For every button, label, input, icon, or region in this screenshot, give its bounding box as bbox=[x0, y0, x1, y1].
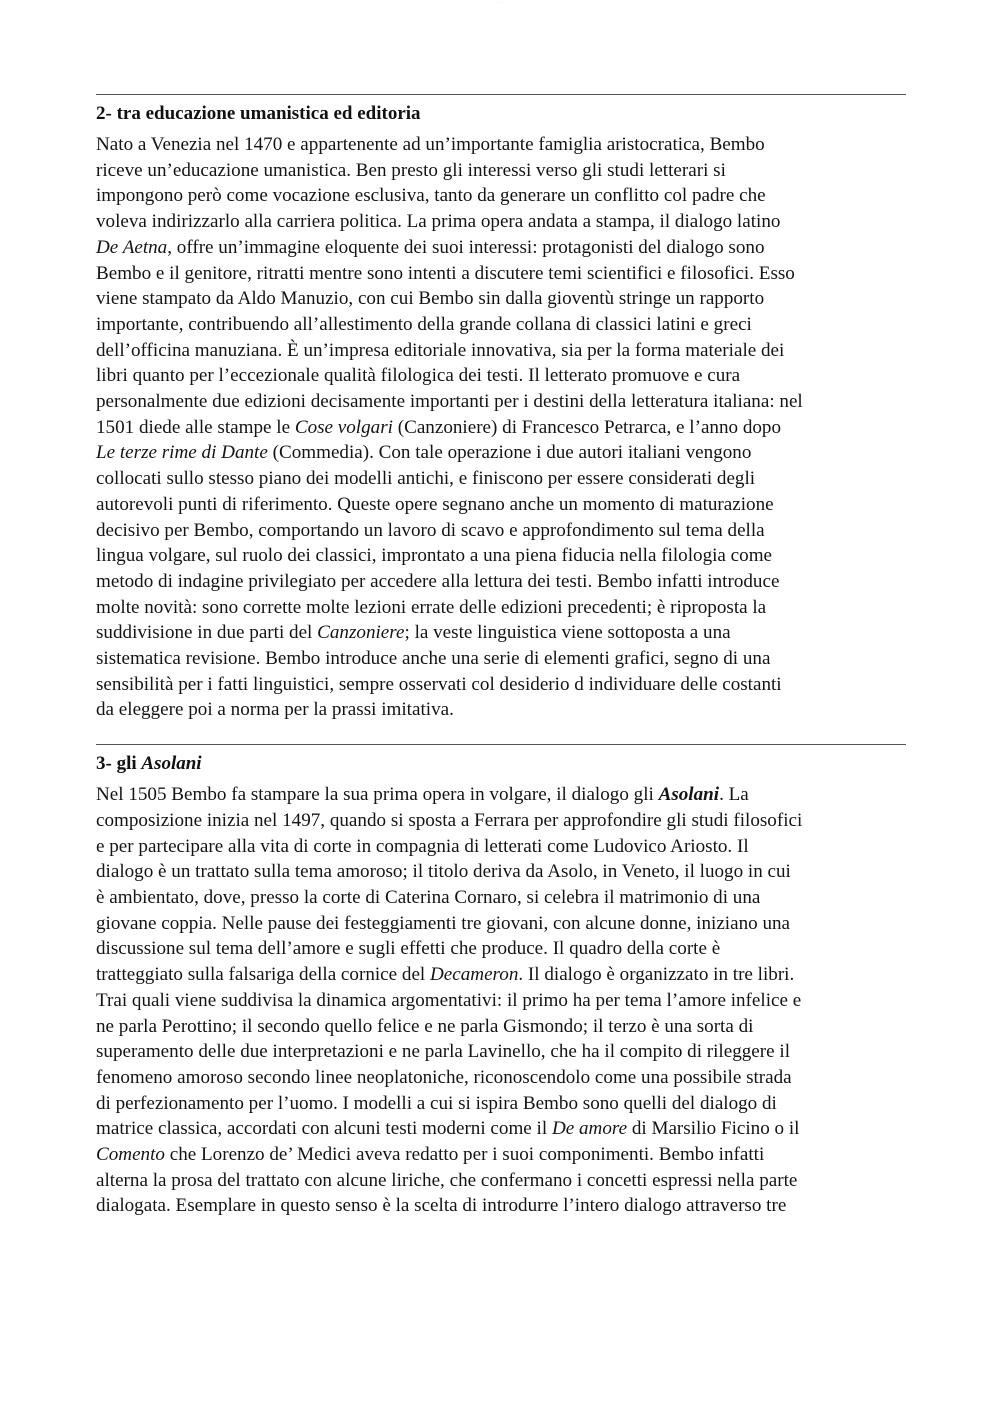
text-run: libri quanto per l’eccezionale qualità filologica dei testi. Il letterato promuove e cura bbox=[96, 365, 741, 387]
text-run: suddivisione in due parti del bbox=[96, 622, 318, 644]
text-run: dell’officina manuziana. È un’impresa editoriale innovativa, sia per la forma materiale dei bbox=[96, 339, 785, 361]
page-content bbox=[96, 94, 906, 1219]
text-run: decisivo per Bembo, comportando un lavoro di scavo e approfondimento sul tema della bbox=[96, 519, 765, 541]
text-run: Trai quali viene suddivisa la dinamica argomentativi: il primo ha per tema l’amore infelice e bbox=[96, 989, 802, 1011]
text-run: personalmente due edizioni decisamente importanti per i destini della letteratura italiana: nel bbox=[96, 391, 803, 413]
text-line bbox=[96, 834, 906, 860]
text-line bbox=[96, 885, 906, 911]
text-run: (Commedia). Con tale operazione i due autori italiani vengono bbox=[267, 442, 752, 464]
bold-italic-title: Asolani bbox=[658, 784, 720, 806]
text-line bbox=[96, 286, 906, 312]
text-line bbox=[96, 1091, 906, 1117]
section-divider bbox=[96, 744, 906, 745]
text-line bbox=[96, 389, 906, 415]
text-run: ne parla Perottino; il secondo quello felice e ne parla Gismondo; il terzo è una sorta di bbox=[96, 1015, 754, 1037]
text-line bbox=[96, 569, 906, 595]
text-run: lingua volgare, sul ruolo dei classici, improntato a una piena fiducia nella filologia come bbox=[96, 545, 773, 567]
text-run: superamento delle due interpretazioni e ne parla Lavinello, che ha il compito di rileggere il bbox=[96, 1041, 790, 1063]
text-line bbox=[96, 415, 906, 441]
text-run: ; la veste linguistica viene sottoposta a una bbox=[404, 622, 731, 644]
text-run: importante, contribuendo all’allestimento della grande collana di classici latini e greci bbox=[96, 313, 752, 335]
text-run: impongono però come vocazione esclusiva, tanto da generare un conflitto col padre che bbox=[96, 185, 766, 207]
text-run: tratteggiato sulla falsariga della cornice del bbox=[96, 964, 430, 986]
text-line bbox=[96, 132, 906, 158]
text-run: 1501 diede alle stampe le bbox=[96, 416, 295, 438]
text-run: riceve un’educazione umanistica. Ben presto gli interessi verso gli studi letterari si bbox=[96, 159, 726, 181]
text-line bbox=[96, 1065, 906, 1091]
text-line bbox=[96, 595, 906, 621]
text-line bbox=[96, 312, 906, 338]
italic-title: Decameron bbox=[430, 964, 519, 986]
text-run: sensibilità per i fatti linguistici, sempre osservati col desiderio d individuare delle costanti bbox=[96, 673, 782, 695]
text-run: giovane coppia. Nelle pause dei festeggiamenti tre giovani, con alcune donne, iniziano una bbox=[96, 912, 791, 934]
italic-title: Cose volgari bbox=[294, 416, 393, 438]
text-run: Bembo e il genitore, ritratti mentre sono intenti a discutere temi scientifici e filosofici. Esso bbox=[96, 262, 795, 284]
section-2-heading: 2- tra educazione umanistica ed editoria bbox=[96, 103, 421, 124]
section-3-heading-prefix: 3- gli bbox=[96, 753, 142, 775]
italic-title: De Aetna bbox=[96, 236, 168, 258]
text-line bbox=[96, 543, 906, 569]
text-line bbox=[96, 620, 906, 646]
text-line bbox=[96, 936, 906, 962]
text-line bbox=[96, 1142, 906, 1168]
text-line bbox=[96, 1193, 906, 1219]
italic-title: Comento bbox=[96, 1144, 165, 1166]
text-run: è ambientato, dove, presso la corte di Caterina Cornaro, si celebra il matrimonio di una bbox=[96, 886, 761, 908]
text-run: viene stampato da Aldo Manuzio, con cui Bembo sin dalla gioventù stringe un rapporto bbox=[96, 288, 765, 310]
text-run: . La bbox=[719, 784, 749, 806]
italic-title: Canzoniere bbox=[317, 622, 405, 644]
text-line bbox=[96, 782, 906, 808]
text-line bbox=[96, 209, 906, 235]
text-run: molte novità: sono corrette molte lezioni errate delle edizioni precedenti; è riproposta la bbox=[96, 596, 767, 618]
text-run: Nel 1505 Bembo fa stampare la sua prima opera in volgare, il dialogo gli bbox=[96, 784, 659, 806]
text-run: collocati sullo stesso piano dei modelli antichi, e finiscono per essere considerati degli bbox=[96, 468, 756, 490]
text-line bbox=[96, 158, 906, 184]
text-run: (Canzoniere) di Francesco Petrarca, e l’anno dopo bbox=[392, 416, 782, 438]
text-run: da eleggere poi a norma per la prassi imitativa. bbox=[96, 699, 454, 721]
text-run: di Marsilio Ficino o il bbox=[627, 1118, 800, 1140]
text-run: , offre un’immagine eloquente dei suoi interessi: protagonisti del dialogo sono bbox=[167, 236, 765, 258]
text-line bbox=[96, 1116, 906, 1142]
text-run: Nato a Venezia nel 1470 e appartenente ad un’importante famiglia aristocratica, Bembo bbox=[96, 134, 765, 155]
text-line bbox=[96, 363, 906, 389]
text-line bbox=[96, 492, 906, 518]
text-line bbox=[96, 338, 906, 364]
text-line bbox=[96, 466, 906, 492]
section-divider bbox=[96, 94, 906, 95]
italic-title: De amore bbox=[551, 1118, 628, 1140]
text-run: che Lorenzo de’ Medici aveva redatto per i suoi componimenti. Bembo infatti bbox=[164, 1144, 765, 1166]
text-line bbox=[96, 808, 906, 834]
text-line bbox=[96, 697, 906, 723]
text-run: dialogata. Esemplare in questo senso è la scelta di introdurre l’intero dialogo attraverso tre bbox=[96, 1195, 787, 1217]
text-run: autorevoli punti di riferimento. Queste opere segnano anche un momento di maturazione bbox=[96, 493, 774, 515]
text-line bbox=[96, 1039, 906, 1065]
text-line bbox=[96, 859, 906, 885]
text-run: composizione inizia nel 1497, quando si sposta a Ferrara per approfondire gli studi filosofici bbox=[96, 809, 803, 831]
text-line bbox=[96, 518, 906, 544]
page-header-mark: · · · · · bbox=[494, 0, 506, 5]
text-run: matrice classica, accordati con alcuni testi moderni come il bbox=[96, 1118, 552, 1140]
text-run: di perfezionamento per l’uomo. I modelli a cui si ispira Bembo sono quelli del dialogo di bbox=[96, 1092, 777, 1114]
text-line bbox=[96, 988, 906, 1014]
text-run: metodo di indagine privilegiato per accedere alla lettura dei testi. Bembo infatti introduce bbox=[96, 570, 780, 592]
text-line bbox=[96, 261, 906, 287]
text-line bbox=[96, 962, 906, 988]
text-run: discussione sul tema dell’amore e sugli effetti che produce. Il quadro della corte è bbox=[96, 938, 721, 960]
text-run: . Il dialogo è organizzato in tre libri. bbox=[518, 964, 795, 986]
text-line bbox=[96, 440, 906, 466]
section-2-paragraph bbox=[96, 132, 906, 723]
text-line bbox=[96, 1168, 906, 1194]
italic-title: Le terze rime di Dante bbox=[96, 442, 268, 464]
text-run: voleva indirizzarlo alla carriera politica. La prima opera andata a stampa, il dialogo latino bbox=[96, 211, 781, 233]
text-run: sistematica revisione. Bembo introduce anche una serie di elementi grafici, segno di una bbox=[96, 648, 771, 670]
text-line bbox=[96, 235, 906, 261]
text-run: alterna la prosa del trattato con alcune liriche, che confermano i concetti espressi nella parte bbox=[96, 1169, 798, 1191]
section-3-heading-title: Asolani bbox=[141, 753, 202, 775]
text-run: e per partecipare alla vita di corte in compagnia di letterati come Ludovico Ariosto. Il bbox=[96, 835, 749, 857]
text-run: dialogo è un trattato sulla tema amoroso; il titolo deriva da Asolo, in Veneto, il luogo in cui bbox=[96, 861, 791, 883]
text-line bbox=[96, 183, 906, 209]
text-run: fenomeno amoroso secondo linee neoplatoniche, riconoscendolo come una possibile strada bbox=[96, 1066, 792, 1088]
section-3-paragraph bbox=[96, 782, 906, 1219]
text-line bbox=[96, 911, 906, 937]
section-3-heading bbox=[96, 752, 906, 776]
text-line bbox=[96, 672, 906, 698]
text-line bbox=[96, 646, 906, 672]
text-line bbox=[96, 1014, 906, 1040]
